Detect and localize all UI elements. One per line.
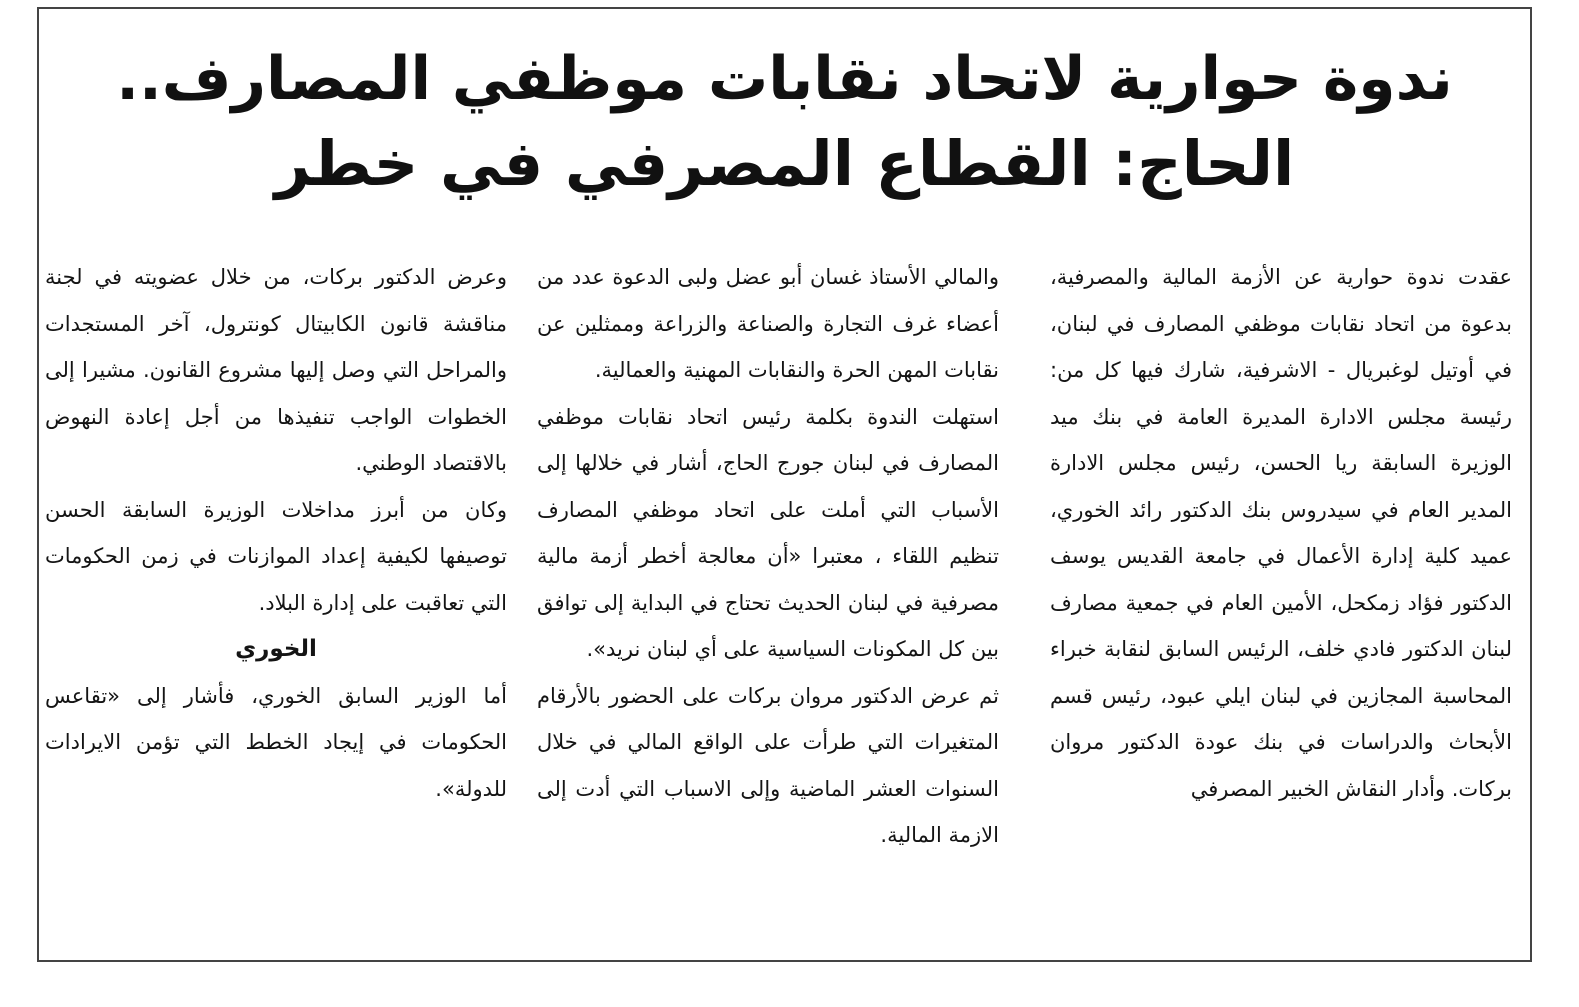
- column-left: [45, 254, 507, 946]
- paragraph: وكان من أبرز مداخلات الوزيرة السابقة الحسن توصيفها لكيفية إعداد الموازنات في زمن الحكومات التي تعاقبت على إدارة البلاد.: [45, 497, 507, 615]
- article-frame: [37, 7, 1532, 962]
- headline-line-1: ندوة حوارية لاتحاد نقابات موظفي المصارف..: [116, 44, 1453, 114]
- section-subheading: الخوري: [235, 636, 317, 662]
- paragraph: وعرض الدكتور بركات، من خلال عضويته في لجنة مناقشة قانون الكابيتال كونترول، آخر المستجدات والمراحل التي وصل إليها مشروع القانون. مشيرا إلى الخطوات الواجب تنفيذها من أجل إعادة النهوض بالاقتصاد الوطني.: [45, 265, 507, 475]
- paragraph: ثم عرض الدكتور مروان بركات على الحضور بالأرقام المتغيرات التي طرأت على الواقع المالي في خلال السنوات العشر الماضية وإلى الاسباب التي أدت إلى الازمة المالية.: [537, 683, 999, 847]
- headline-line-2: الحاج: القطاع المصرفي في خطر: [274, 127, 1295, 200]
- column-middle: [537, 254, 999, 946]
- paragraph: عقدت ندوة حوارية عن الأزمة المالية والمصرفية، بدعوة من اتحاد نقابات موظفي المصارف في لبنان، في أوتيل لوغبريال - الاشرفية، شارك فيها كل من: رئيسة مجلس الادارة المديرة العامة في بنك ميد الوزيرة السابقة ريا الحسن، رئيس مجلس الادارة المدير العام في سيدروس بنك الدكتور رائد الخوري، عميد كلية إدارة الأعمال في جامعة القديس يوسف الدكتور فؤاد زمكحل، الأمين العام في جمعية مصارف لبنان الدكتور فادي خلف، الرئيس السابق لنقابة خبراء المحاسبة المجازين في لبنان ايلي عبود، رئيس قسم الأبحاث والدراسات في بنك عودة الدكتور مروان بركات. وأدار النقاش الخبير المصرفي: [1050, 265, 1512, 801]
- paragraph: أما الوزير السابق الخوري، فأشار إلى «تقاعس الحكومات في إيجاد الخطط التي تؤمن الايرادات للدولة».: [45, 683, 507, 801]
- column-right: [1050, 254, 1512, 946]
- paragraph: استهلت الندوة بكلمة رئيس اتحاد نقابات موظفي المصارف في لبنان جورج الحاج، أشار في خلالها إلى الأسباب التي أملت على اتحاد موظفي المصارف تنظيم اللقاء ، معتبرا «أن معالجة أخطر أزمة مالية مصرفية في لبنان الحديث تحتاج في البداية إلى توافق بين كل المكونات السياسية على أي لبنان نريد».: [537, 404, 999, 661]
- paragraph: والمالي الأستاذ غسان أبو عضل ولبى الدعوة عدد من أعضاء غرف التجارة والصناعة والزراعة وممثلين عن نقابات المهن الحرة والنقابات المهنية والعمالية.: [537, 265, 999, 382]
- article-body: [45, 254, 1512, 946]
- article-headline: [39, 37, 1530, 207]
